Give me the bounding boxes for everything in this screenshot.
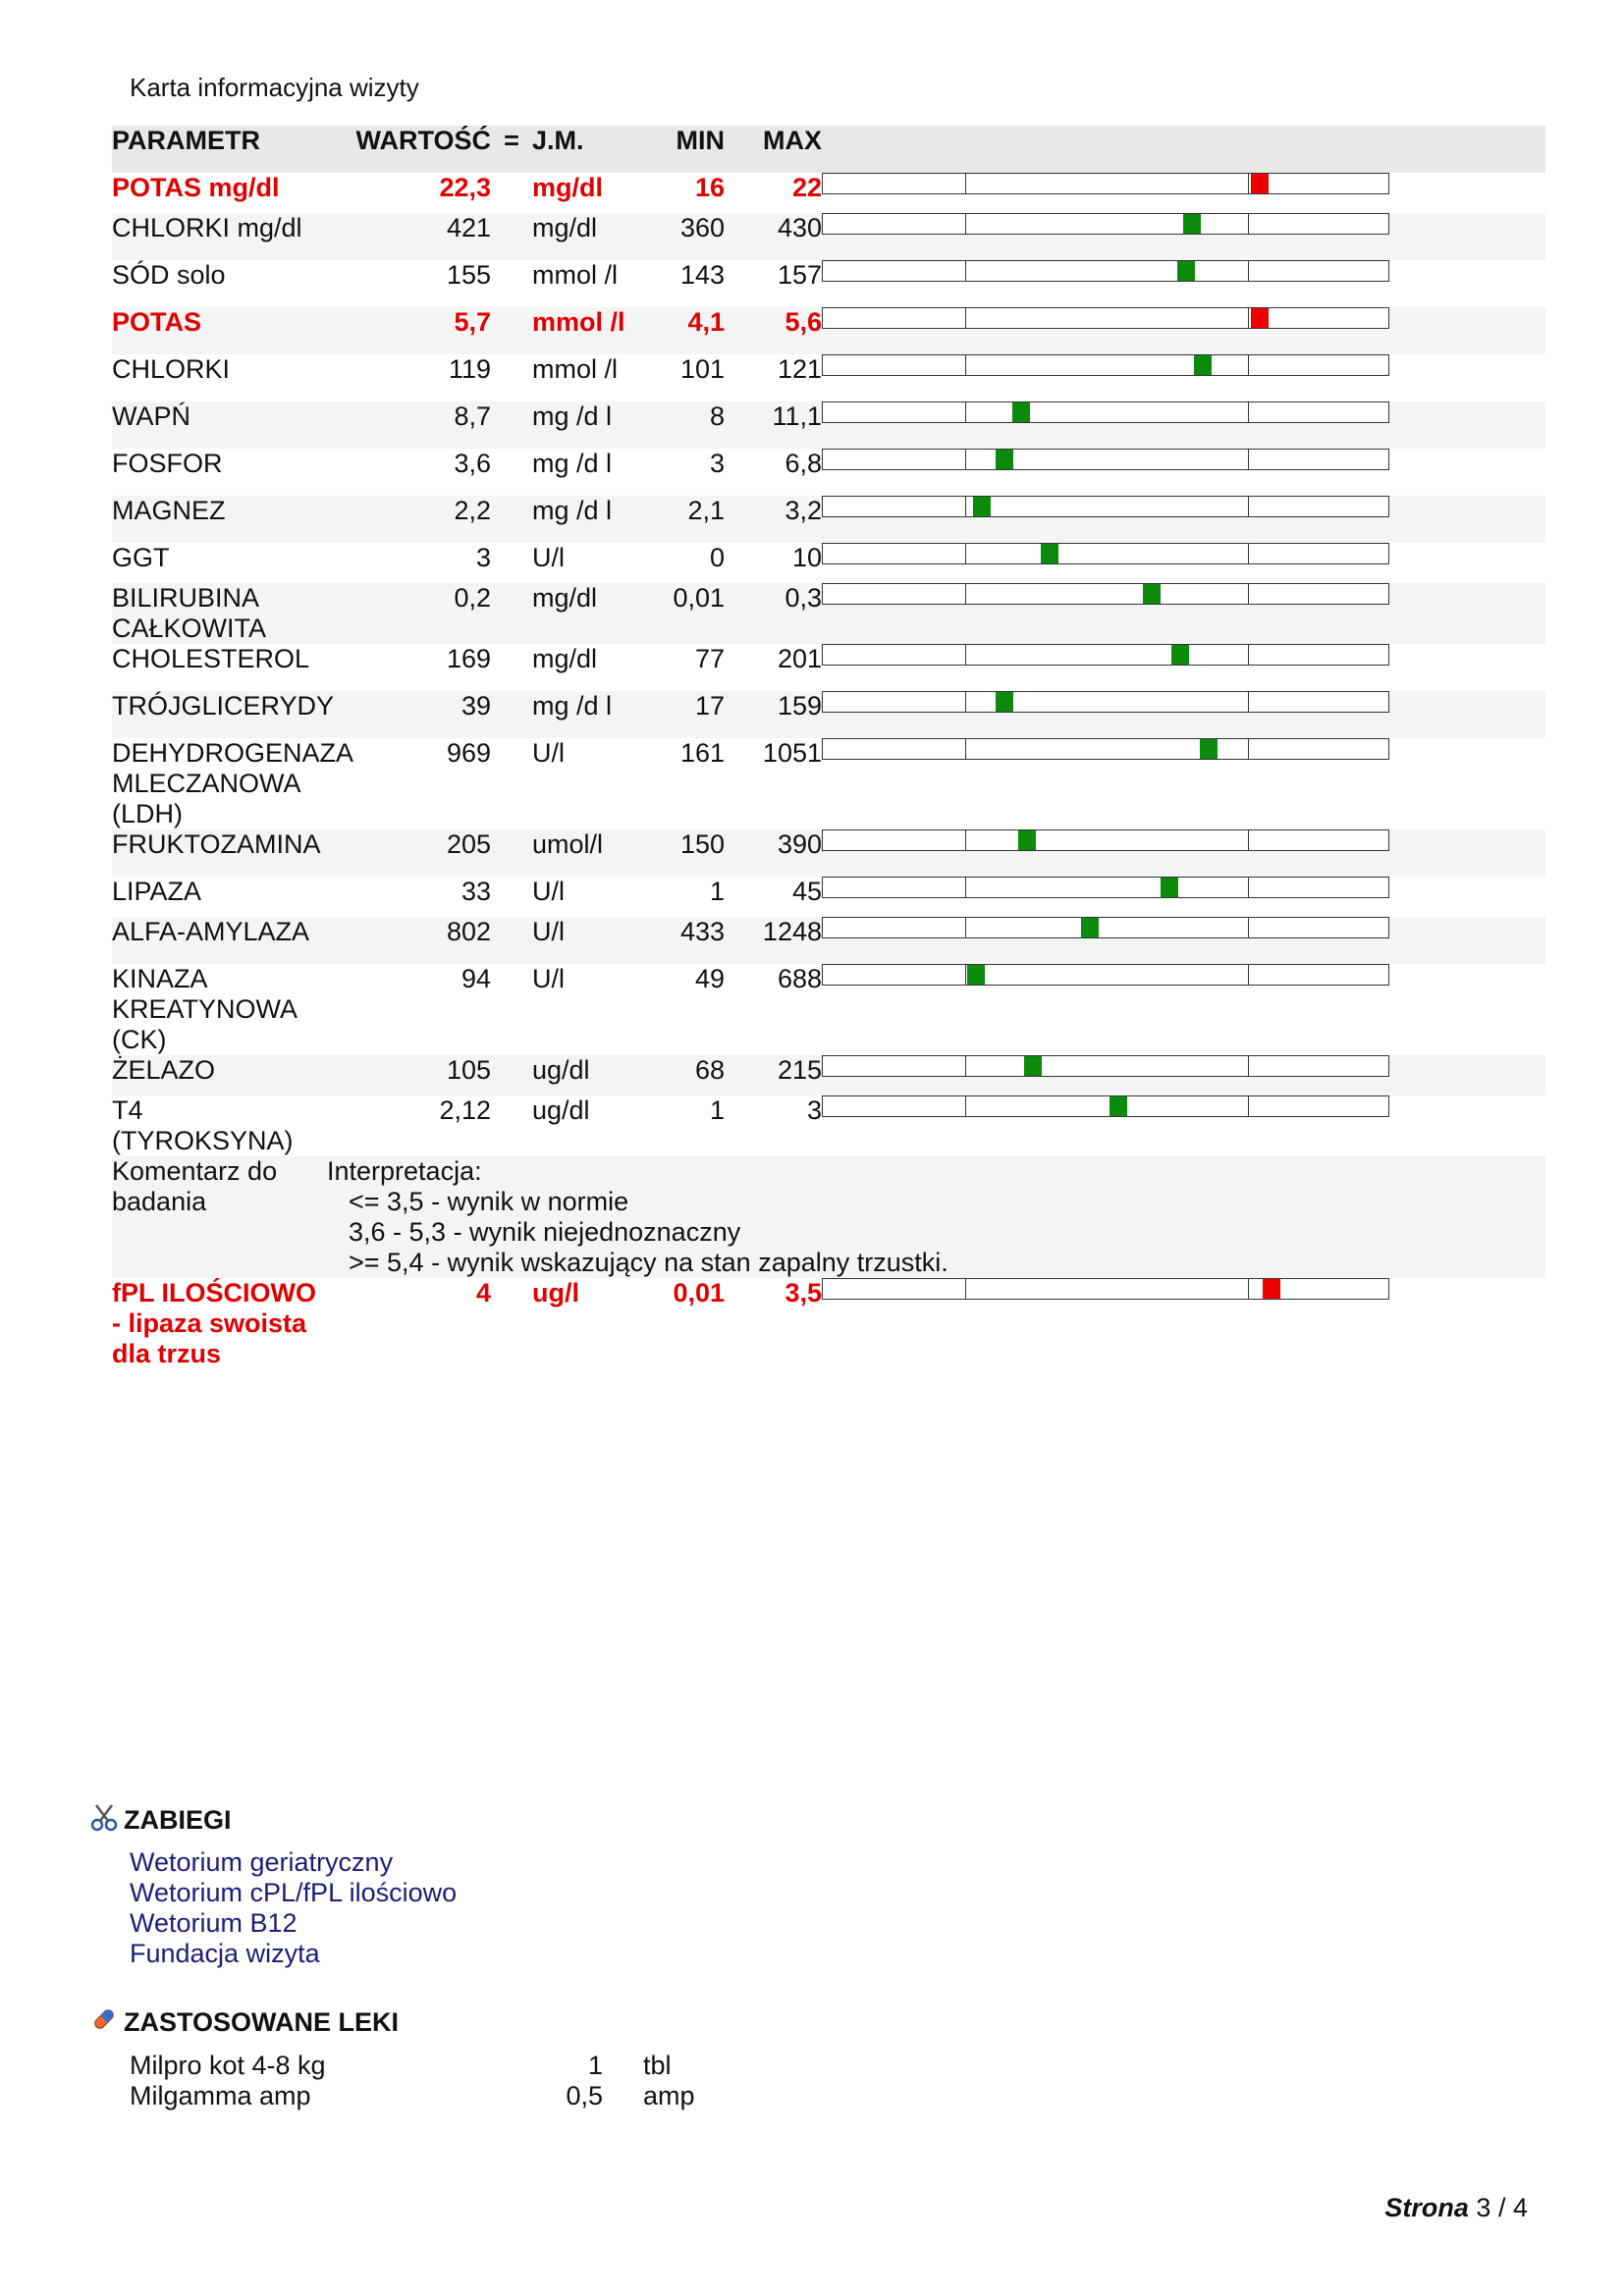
param-name: FOSFOR [112,449,223,478]
results-header-row [112,126,1545,173]
range-bar [822,260,1389,282]
param-name: ŻELAZO [112,1055,216,1085]
header-param: PARAMETR [112,126,260,155]
comment-label: Komentarz do badania [112,1156,278,1216]
result-row [112,354,1545,401]
range-bar-cell [822,1278,1545,1414]
param-name: LIPAZA [112,877,202,906]
param-value: 39 [460,691,491,721]
result-row-fpl [112,1278,1545,1414]
result-row [112,877,1545,917]
param-max: 3,2 [785,496,822,525]
range-marker [1018,830,1036,850]
range-bar [822,173,1389,194]
range-bar-cell [822,583,1545,644]
interpretation-title: Interpretacja: [327,1156,482,1186]
param-value: 2,2 [454,496,491,525]
page-separator: / [1497,2193,1506,2222]
range-marker [1143,584,1161,604]
param-unit: mg/dl [532,213,598,242]
result-row [112,691,1545,738]
param-value: 205 [446,829,491,859]
medication-row [130,2051,817,2081]
param-min: 433 [679,917,725,946]
range-bar [822,644,1389,666]
param-min: 77 [694,644,725,673]
page-number [1384,2193,1528,2223]
range-marker [1251,308,1269,328]
procedures-title: ZABIEGI [124,1805,232,1835]
result-row [112,1055,1545,1095]
result-row [112,583,1545,644]
param-value: 421 [446,213,491,242]
range-bar-cell [822,917,1545,964]
param-unit: mg/dl [532,583,598,613]
param-name: SÓD solo [112,260,226,290]
param-min: 2,1 [687,496,725,525]
range-bar-cell [822,496,1545,543]
param-name: MAGNEZ [112,496,226,525]
range-bar [822,691,1389,713]
range-bar [822,401,1389,423]
range-bar-cell [822,1095,1545,1156]
medication-qty: 1 [587,2051,603,2080]
range-bar [822,1055,1389,1077]
param-unit: mmol /l [532,307,625,337]
medication-name: Milpro kot 4-8 kg [130,2051,326,2080]
procedures-heading [90,1802,232,1839]
param-max: 5,6 [785,307,822,337]
range-marker [1110,1096,1127,1116]
interpretation-line: <= 3,5 - wynik w normie [349,1187,629,1216]
medications-title: ZASTOSOWANE LEKI [124,2007,400,2037]
result-row [112,644,1545,691]
param-unit: U/l [532,917,565,946]
param-min: 101 [679,354,725,384]
param-max: 45 [791,877,822,906]
param-min: 1 [709,1095,725,1125]
param-max: 22 [791,173,822,202]
procedure-item: Wetorium B12 [130,1908,298,1938]
param-value: 4 [475,1278,491,1308]
param-name: GGT [112,543,170,572]
param-unit: ug/l [532,1278,579,1308]
result-row [112,1095,1545,1156]
procedures-list [130,1847,457,1969]
param-max: 1248 [762,917,822,946]
result-row [112,449,1545,496]
param-value: 119 [448,354,491,384]
results-table [112,126,1545,1414]
param-name: CHLORKI mg/dl [112,213,302,242]
range-marker [1177,261,1195,281]
param-value: 105 [446,1055,491,1085]
param-min: 8 [709,401,725,431]
param-unit: mg /d l [532,496,613,525]
header-value: WARTOŚĆ [355,126,491,155]
param-max: 159 [777,691,822,721]
result-row [112,829,1545,877]
range-bar-cell [822,173,1545,213]
param-value: 3 [475,543,491,572]
result-row [112,543,1545,583]
page-label: Strona [1384,2193,1469,2222]
range-marker [973,497,991,516]
param-value: 802 [446,917,491,946]
range-bar-cell [822,1055,1545,1095]
param-max: 0,3 [785,583,822,613]
param-min: 161 [679,738,725,768]
param-value: 2,12 [439,1095,491,1125]
medication-unit: tbl [643,2051,672,2080]
param-name: fPL ILOŚCIOWO - lipaza swoista dla trzus [112,1278,316,1368]
param-unit: mmol /l [532,354,618,384]
range-marker [996,450,1013,469]
range-bar-cell [822,354,1545,401]
param-value: 155 [446,260,491,290]
param-value: 33 [460,877,491,906]
result-row [112,917,1545,964]
range-bar [822,829,1389,851]
param-min: 0 [709,543,725,572]
param-value: 169 [446,644,491,673]
range-bar [822,543,1389,564]
medication-qty: 0,5 [566,2081,603,2110]
param-min: 1 [709,877,725,906]
param-min: 143 [679,260,725,290]
range-marker [1251,174,1269,193]
param-unit: U/l [532,738,565,768]
range-bar [822,583,1389,605]
document-title: Karta informacyjna wizyty [130,73,419,102]
param-name: CHLORKI [112,354,231,384]
param-unit: umol/l [532,829,604,859]
param-max: 6,8 [785,449,822,478]
param-unit: mg /d l [532,691,613,721]
range-marker [996,692,1013,712]
param-value: 8,7 [454,401,491,431]
param-unit: ug/dl [532,1095,590,1125]
range-marker [1081,918,1099,937]
param-max: 157 [777,260,822,290]
page-current: 3 [1476,2193,1491,2222]
param-min: 0,01 [673,583,725,613]
param-max: 390 [777,829,822,859]
range-bar [822,738,1389,760]
param-name: WAPŃ [112,401,190,431]
range-bar [822,1095,1389,1117]
range-bar-cell [822,829,1545,877]
medication-row [130,2081,817,2111]
range-marker [1161,878,1178,897]
procedure-item: Fundacja wizyta [130,1939,320,1968]
param-unit: ug/dl [532,1055,590,1085]
interpretation-line: >= 5,4 - wynik wskazujący na stan zapalny trzustki. [349,1248,948,1277]
param-unit: U/l [532,543,565,572]
range-marker [1200,739,1218,759]
param-min: 16 [694,173,725,202]
range-bar [822,449,1389,470]
param-value: 5,7 [454,307,491,337]
range-marker [1183,214,1201,234]
range-bar-cell [822,543,1545,583]
range-bar-cell [822,644,1545,691]
param-name: ALFA-AMYLAZA [112,917,310,946]
range-bar [822,877,1389,898]
range-bar-cell [822,877,1545,917]
range-marker [967,965,985,985]
param-unit: mg /d l [532,449,613,478]
param-value: 94 [460,964,491,993]
comment-row [112,1156,1545,1278]
result-row [112,964,1545,1055]
param-name: CHOLESTEROL [112,644,310,673]
medication-name: Milgamma amp [130,2081,311,2110]
param-max: 201 [777,644,822,673]
param-min: 49 [694,964,725,993]
result-row [112,307,1545,354]
range-bar [822,307,1389,329]
range-marker [1012,402,1030,422]
medication-unit: amp [643,2081,695,2110]
param-min: 4,1 [687,307,725,337]
param-name: FRUKTOZAMINA [112,829,321,859]
param-unit: mmol /l [532,260,618,290]
page-total: 4 [1512,2193,1528,2222]
header-max: MAX [763,126,822,155]
result-row [112,496,1545,543]
param-name: TRÓJGLICERYDY [112,691,335,721]
result-row [112,401,1545,449]
result-row [112,213,1545,260]
header-min: MIN [676,126,725,155]
result-row [112,173,1545,213]
results-body [112,173,1545,1414]
scissors-icon [90,1802,124,1839]
param-min: 68 [694,1055,725,1085]
result-row [112,260,1545,307]
range-bar-cell [822,691,1545,738]
param-min: 150 [679,829,725,859]
param-min: 360 [679,213,725,242]
param-max: 11,1 [772,401,822,431]
range-marker [1263,1279,1280,1299]
param-unit: U/l [532,964,565,993]
param-min: 0,01 [673,1278,725,1308]
param-max: 430 [777,213,822,242]
param-name: POTAS mg/dl [112,173,280,202]
param-max: 688 [777,964,822,993]
range-bar-cell [822,738,1545,829]
range-bar [822,354,1389,376]
param-max: 3,5 [785,1278,822,1308]
param-max: 1051 [762,738,822,768]
range-bar [822,917,1389,938]
range-bar [822,496,1389,517]
param-value: 3,6 [454,449,491,478]
range-bar [822,1278,1389,1300]
param-name: DEHYDROGENAZA MLECZANOWA (LDH) [112,738,352,828]
param-unit: mg/dl [532,644,598,673]
param-name: T4 (TYROKSYNA) [112,1095,294,1155]
param-max: 3 [806,1095,822,1125]
param-name: BILIRUBINA CAŁKOWITA [112,583,267,643]
medications-heading [90,2005,399,2040]
range-bar-cell [822,260,1545,307]
header-eq: = [504,126,519,155]
param-min: 3 [709,449,725,478]
range-marker [1171,645,1189,665]
range-marker [1024,1056,1042,1076]
range-bar [822,964,1389,986]
param-min: 17 [694,691,725,721]
range-bar-cell [822,213,1545,260]
param-name: POTAS [112,307,202,337]
param-value: 0,2 [454,583,491,613]
param-unit: mg/dl [532,173,603,202]
procedure-item: Wetorium cPL/fPL ilościowo [130,1878,458,1907]
param-unit: U/l [532,877,565,906]
result-row [112,738,1545,829]
param-name: KINAZA KREATYNOWA (CK) [112,964,297,1054]
procedure-item: Wetorium geriatryczny [130,1847,394,1877]
range-bar-cell [822,449,1545,496]
param-unit: mg /d l [532,401,613,431]
interpretation-line: 3,6 - 5,3 - wynik niejednoznaczny [349,1217,741,1247]
header-range-bar [822,126,1545,173]
param-max: 121 [777,354,822,384]
param-max: 10 [791,543,822,572]
comment-content [317,1156,1545,1278]
header-unit: J.M. [532,126,584,155]
range-bar [822,213,1389,235]
range-bar-cell [822,401,1545,449]
range-marker [1194,355,1212,375]
range-bar-cell [822,307,1545,354]
range-bar-cell [822,964,1545,1055]
pill-icon [90,2005,124,2040]
param-max: 215 [777,1055,822,1085]
param-value: 22,3 [439,173,491,202]
range-marker [1041,544,1058,563]
param-value: 969 [446,738,491,768]
